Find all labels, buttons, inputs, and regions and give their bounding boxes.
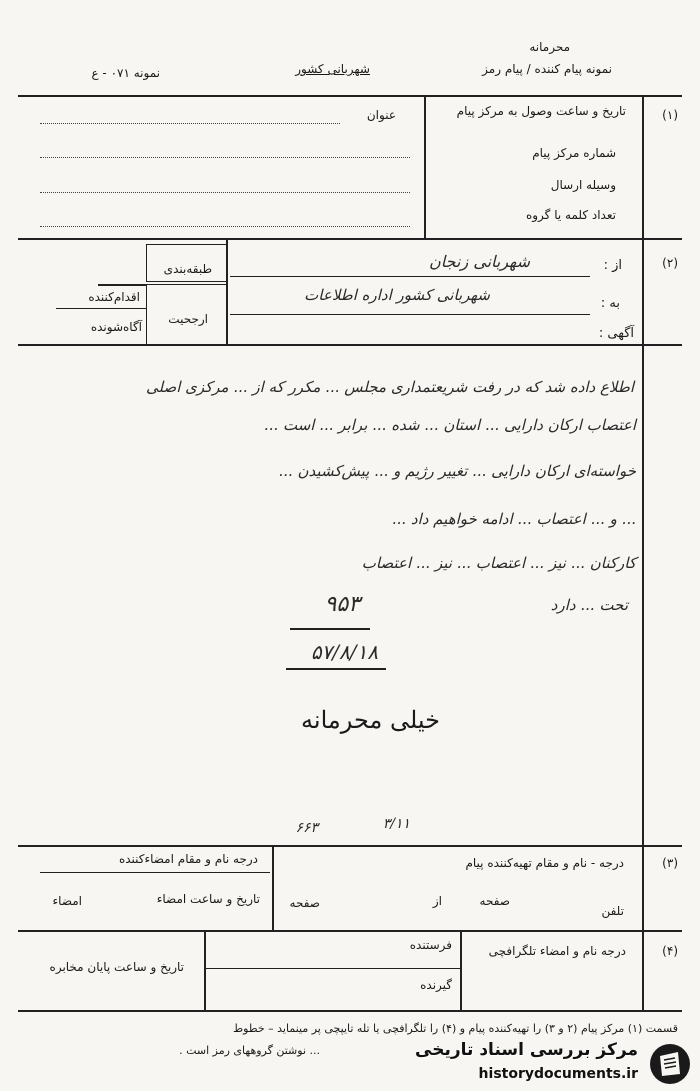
archive-logo-icon <box>648 1042 692 1086</box>
section4-divider-left <box>204 930 206 1010</box>
signer-label: درجه نام و مقام امضاءکننده <box>118 852 258 866</box>
code-underline <box>290 628 370 630</box>
section1-field-received: تاریخ و ساعت وصول به مرکز پیام <box>456 104 626 118</box>
message-line-5: کارکنان ... نیز ... اعتصاب ... نیز ... اعتصاب <box>361 554 636 572</box>
bottom-border <box>18 1010 682 1012</box>
to-underline <box>230 314 590 315</box>
page-label: صفحه <box>479 894 510 908</box>
form-title: نمونه پیام کننده / پیام رمز <box>482 62 612 76</box>
message-line-2: اعتصاب ارکان دارایی ... استان ... شده ... برابر ... است ... <box>263 416 636 434</box>
margin-note: ۳/۱۱ <box>382 816 410 832</box>
section2-number: (۲) <box>662 256 678 270</box>
datetime-sign-label: تاریخ و ساعت امضاء <box>156 892 260 906</box>
message-closing: تحت ... دارد <box>550 596 628 614</box>
right-margin-line <box>642 95 644 1010</box>
sender-underline <box>206 968 460 969</box>
title-dots <box>40 123 340 124</box>
page-label-2: صفحه <box>289 896 320 910</box>
classification-label: محرمانه <box>529 40 570 54</box>
title-label: عنوان <box>366 108 396 122</box>
preparer-label: درجه - نام و مقام تهیه‌کننده پیام <box>465 856 624 870</box>
title-dots-2 <box>40 157 410 158</box>
section2-left-vertical <box>226 238 228 344</box>
to-value: شهربانی کشور اداره اطلاعات <box>304 286 490 304</box>
message-line-4: ... و ... اعتصاب ... ادامه خواهیم داد ... <box>391 510 636 528</box>
priority-left-line <box>98 284 146 286</box>
sender-label: فرستنده <box>409 938 452 952</box>
end-datetime-label: تاریخ و ساعت پایان مخابره <box>49 960 184 974</box>
receiver-label: گیرنده <box>420 978 452 992</box>
signature-label: امضاء <box>52 894 82 908</box>
section3-top <box>18 845 682 847</box>
section4-number: (۴) <box>662 944 678 958</box>
section1-number: (۱) <box>662 108 678 122</box>
section1-field-center-number: شماره مرکز پیام <box>532 146 616 160</box>
margin-note-2: ۶۶۳ <box>295 820 318 836</box>
action-label: اقدام‌کننده <box>88 290 140 304</box>
info-label: آگاه‌شونده <box>90 320 142 334</box>
form-number: نمونه ۰۷۱ - ع <box>91 66 160 80</box>
date-underline <box>286 668 386 670</box>
notice-label: آگهی : <box>598 326 634 341</box>
watermark-title: مرکز بررسی اسناد تاریخی <box>415 1040 638 1060</box>
section1-divider <box>424 95 426 238</box>
section2-header-bottom <box>18 344 682 346</box>
watermark <box>415 1038 700 1091</box>
message-code: ۹۵۳ <box>324 592 360 617</box>
title-dots-4 <box>40 226 410 227</box>
footer-instruction-1: قسمت (۱) مرکز پیام (۲ و ۳) را تهیه‌کننده پیام و (۴) را تلگرافچی یا تله تایپچی پر مینماید – خطوط <box>232 1022 678 1035</box>
from-value: شهربانی زنجان <box>429 252 530 271</box>
action-underline <box>56 308 146 309</box>
watermark-url: historydocuments.ir <box>478 1066 638 1082</box>
title-dots-3 <box>40 192 410 193</box>
signer-underline <box>40 872 270 873</box>
message-line-3: خواسته‌ای ارکان دارایی ... تغییر رژیم و ... پیش‌کشیدن ... <box>278 462 636 480</box>
operator-label: درجه نام و امضاء تلگرافچی <box>488 944 626 958</box>
section1-field-send-method: وسیله ارسال <box>550 178 616 192</box>
footer-instruction-2: ... نوشتن گروههای رمز است . <box>179 1044 320 1057</box>
confidential-stamp: خیلی محرمانه <box>301 706 440 734</box>
of-label: از <box>432 894 442 908</box>
phone-label: تلفن <box>601 904 624 918</box>
top-border <box>18 95 682 97</box>
from-label: از : <box>603 258 622 273</box>
section1-bottom <box>18 238 682 240</box>
message-date: ۵۷/۸/۱۸ <box>310 640 378 664</box>
section3-number: (۳) <box>662 856 678 870</box>
message-line-1: اطلاع داده شد که در رفت شریعتمداری مجلس ... مکرر که از ... مرکزی اصلی <box>145 378 634 396</box>
section3-bottom <box>18 930 682 932</box>
to-label: به : <box>600 296 620 311</box>
section1-field-word-count: تعداد کلمه یا گروه <box>525 208 616 222</box>
agency-name: شهربانی کشور <box>295 62 370 76</box>
section3-divider <box>272 845 274 930</box>
priority-label: ارجحیت <box>168 312 208 326</box>
from-underline <box>230 276 590 277</box>
classification-box-label: طبقه‌بندی <box>163 262 212 276</box>
section4-divider-right <box>460 930 462 1010</box>
